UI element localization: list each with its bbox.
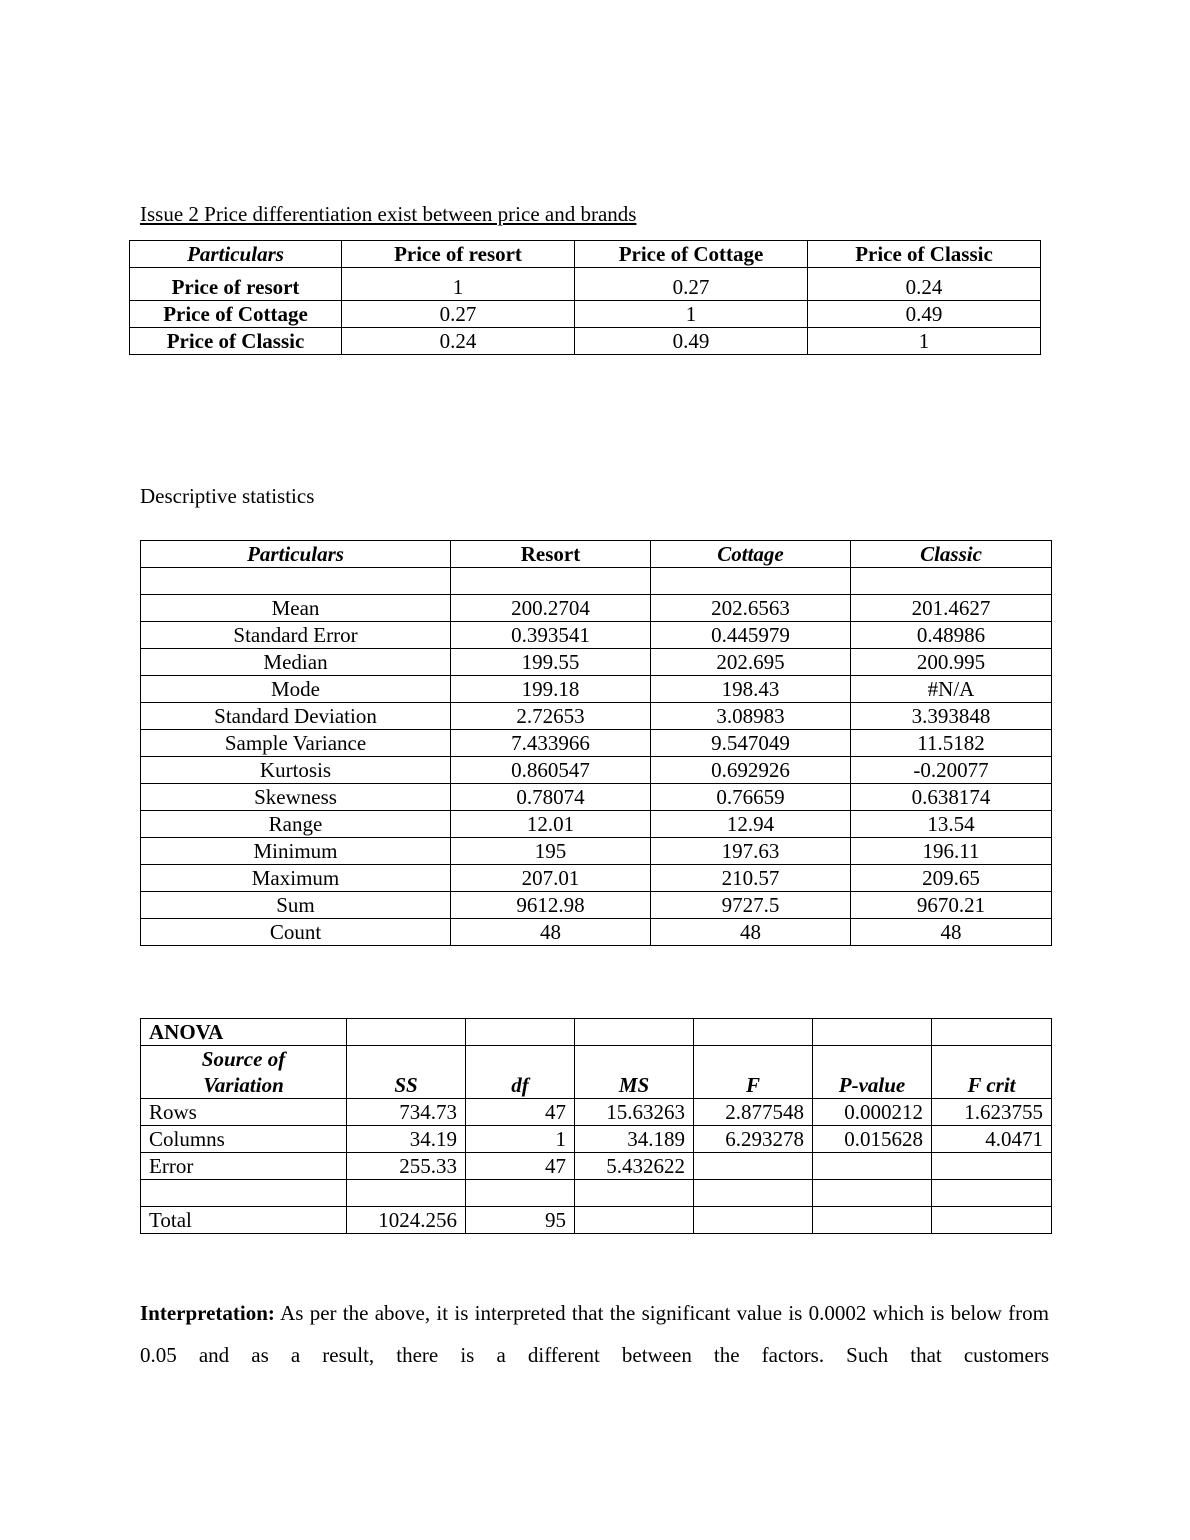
table-row	[141, 1099, 1052, 1126]
table-cell: 0.49	[808, 301, 1041, 328]
header-cell: SS	[347, 1046, 466, 1099]
header-cell: Resort	[451, 541, 651, 568]
row-label: Standard Deviation	[141, 703, 451, 730]
table-cell	[851, 568, 1052, 595]
table-header-row	[141, 541, 1052, 568]
table-cell: 198.43	[651, 676, 851, 703]
table-cell: 48	[651, 919, 851, 946]
table-cell	[575, 1180, 694, 1207]
table-cell: 12.94	[651, 811, 851, 838]
row-label: Columns	[141, 1126, 347, 1153]
table-cell: 0.76659	[651, 784, 851, 811]
table-row	[141, 865, 1052, 892]
table-cell: 4.0471	[932, 1126, 1052, 1153]
table-header-row	[141, 1046, 1052, 1099]
table-row	[141, 730, 1052, 757]
table-cell	[694, 1180, 813, 1207]
anova-title-row	[141, 1019, 1052, 1046]
table-cell: 1	[575, 301, 808, 328]
anova-table	[140, 1018, 1052, 1234]
table-cell: 209.65	[851, 865, 1052, 892]
header-cell: Source of Variation	[141, 1046, 347, 1099]
header-cell: Particulars	[130, 241, 342, 268]
descriptive-body	[141, 595, 1052, 946]
table-cell	[466, 1180, 575, 1207]
table-row	[141, 919, 1052, 946]
row-label: Skewness	[141, 784, 451, 811]
table-cell: 199.18	[451, 676, 651, 703]
table-cell	[694, 1207, 813, 1234]
table-cell: 1	[466, 1126, 575, 1153]
table-row	[141, 649, 1052, 676]
table-cell: 48	[451, 919, 651, 946]
table-cell: 95	[466, 1207, 575, 1234]
interpretation-paragraph	[140, 1292, 1049, 1376]
table-cell: 202.6563	[651, 595, 851, 622]
empty-row	[141, 568, 1052, 595]
table-cell	[932, 1153, 1052, 1180]
table-cell: 34.189	[575, 1126, 694, 1153]
table-cell	[347, 1180, 466, 1207]
table-cell	[813, 1153, 932, 1180]
table-cell	[466, 1019, 575, 1046]
table-cell	[694, 1019, 813, 1046]
table-cell: 34.19	[347, 1126, 466, 1153]
table-cell: #N/A	[851, 676, 1052, 703]
table-cell: 0.638174	[851, 784, 1052, 811]
table-cell	[575, 1207, 694, 1234]
table-cell: 0.78074	[451, 784, 651, 811]
table-cell: 0.015628	[813, 1126, 932, 1153]
table-cell: 0.49	[575, 328, 808, 355]
table-row	[141, 757, 1052, 784]
table-cell: 200.995	[851, 649, 1052, 676]
table-cell	[932, 1019, 1052, 1046]
header-cell: Price of Cottage	[575, 241, 808, 268]
table-cell	[651, 568, 851, 595]
table-row	[141, 784, 1052, 811]
table-cell: 210.57	[651, 865, 851, 892]
table-cell: 0.27	[342, 301, 575, 328]
table-cell: 12.01	[451, 811, 651, 838]
table-cell: 6.293278	[694, 1126, 813, 1153]
row-label: Kurtosis	[141, 757, 451, 784]
table-cell	[451, 568, 651, 595]
row-label: Sum	[141, 892, 451, 919]
table-cell: 207.01	[451, 865, 651, 892]
row-label: Maximum	[141, 865, 451, 892]
row-label: Price of resort	[130, 268, 342, 301]
table-cell: 201.4627	[851, 595, 1052, 622]
table-cell: 2.72653	[451, 703, 651, 730]
correlation-table	[129, 240, 1041, 355]
table-cell: 5.432622	[575, 1153, 694, 1180]
table-row	[141, 811, 1052, 838]
table-cell	[347, 1019, 466, 1046]
table-cell: 0.393541	[451, 622, 651, 649]
row-label: Price of Classic	[130, 328, 342, 355]
table-cell: 48	[851, 919, 1052, 946]
header-cell: df	[466, 1046, 575, 1099]
row-label: Mean	[141, 595, 451, 622]
table-cell: 1	[808, 328, 1041, 355]
table-row	[141, 595, 1052, 622]
descriptive-title: Descriptive statistics	[140, 484, 315, 508]
row-label: Mode	[141, 676, 451, 703]
row-label: Price of Cottage	[130, 301, 342, 328]
table-cell: 202.695	[651, 649, 851, 676]
empty-row	[141, 1180, 1052, 1207]
table-cell: 197.63	[651, 838, 851, 865]
table-cell: 196.11	[851, 838, 1052, 865]
table-row	[141, 1207, 1052, 1234]
table-cell: 9670.21	[851, 892, 1052, 919]
table-cell	[813, 1207, 932, 1234]
header-cell: Price of resort	[342, 241, 575, 268]
table-cell: 0.24	[808, 268, 1041, 301]
table-cell: 1024.256	[347, 1207, 466, 1234]
descriptive-table	[140, 540, 1052, 946]
table-cell	[575, 1019, 694, 1046]
table-row	[130, 328, 1041, 355]
table-cell: 195	[451, 838, 651, 865]
table-cell: 0.24	[342, 328, 575, 355]
table-cell: 47	[466, 1099, 575, 1126]
table-cell: 0.860547	[451, 757, 651, 784]
table-cell	[813, 1019, 932, 1046]
table-cell: 9612.98	[451, 892, 651, 919]
table-cell: 11.5182	[851, 730, 1052, 757]
issue-title: Issue 2 Price differentiation exist between price and brands	[140, 202, 637, 226]
table-cell	[694, 1153, 813, 1180]
table-row	[141, 703, 1052, 730]
header-cell: Classic	[851, 541, 1052, 568]
table-cell	[813, 1180, 932, 1207]
table-row	[141, 622, 1052, 649]
row-label: Error	[141, 1153, 347, 1180]
interpretation-label: Interpretation:	[140, 1301, 275, 1325]
table-cell: 3.08983	[651, 703, 851, 730]
table-cell: 3.393848	[851, 703, 1052, 730]
row-label: Rows	[141, 1099, 347, 1126]
anova-title: ANOVA	[141, 1019, 347, 1046]
table-cell: 199.55	[451, 649, 651, 676]
table-row	[141, 676, 1052, 703]
table-row	[141, 1153, 1052, 1180]
table-row	[130, 301, 1041, 328]
table-cell: 9.547049	[651, 730, 851, 757]
header-cell: Price of Classic	[808, 241, 1041, 268]
row-label: Standard Error	[141, 622, 451, 649]
table-cell	[141, 568, 451, 595]
table-cell	[141, 1180, 347, 1207]
row-label: Minimum	[141, 838, 451, 865]
table-row	[141, 838, 1052, 865]
table-cell	[932, 1207, 1052, 1234]
row-label: Total	[141, 1207, 347, 1234]
table-cell: 9727.5	[651, 892, 851, 919]
table-cell: 2.877548	[694, 1099, 813, 1126]
row-label: Median	[141, 649, 451, 676]
table-cell: 0.27	[575, 268, 808, 301]
row-label: Range	[141, 811, 451, 838]
table-cell: 200.2704	[451, 595, 651, 622]
table-row	[141, 1126, 1052, 1153]
table-row	[130, 268, 1041, 301]
table-cell: 7.433966	[451, 730, 651, 757]
table-header-row	[130, 241, 1041, 268]
table-cell: 1	[342, 268, 575, 301]
table-cell: 15.63263	[575, 1099, 694, 1126]
table-cell: 47	[466, 1153, 575, 1180]
table-cell: 1.623755	[932, 1099, 1052, 1126]
table-cell: 13.54	[851, 811, 1052, 838]
table-cell: 0.692926	[651, 757, 851, 784]
header-cell: MS	[575, 1046, 694, 1099]
interpretation-text: As per the above, it is interpreted that the significant value is 0.0002 which is below from 0.05 and as a result, there is a different between the factors. Such that customers	[140, 1301, 1049, 1367]
table-cell: 0.445979	[651, 622, 851, 649]
table-cell: 0.48986	[851, 622, 1052, 649]
header-cell: Cottage	[651, 541, 851, 568]
header-cell: P-value	[813, 1046, 932, 1099]
row-label: Sample Variance	[141, 730, 451, 757]
header-cell: Particulars	[141, 541, 451, 568]
table-cell: 0.000212	[813, 1099, 932, 1126]
table-cell	[932, 1180, 1052, 1207]
table-cell: 734.73	[347, 1099, 466, 1126]
row-label: Count	[141, 919, 451, 946]
header-cell: F	[694, 1046, 813, 1099]
header-cell: F crit	[932, 1046, 1052, 1099]
table-cell: -0.20077	[851, 757, 1052, 784]
table-row	[141, 892, 1052, 919]
table-cell: 255.33	[347, 1153, 466, 1180]
